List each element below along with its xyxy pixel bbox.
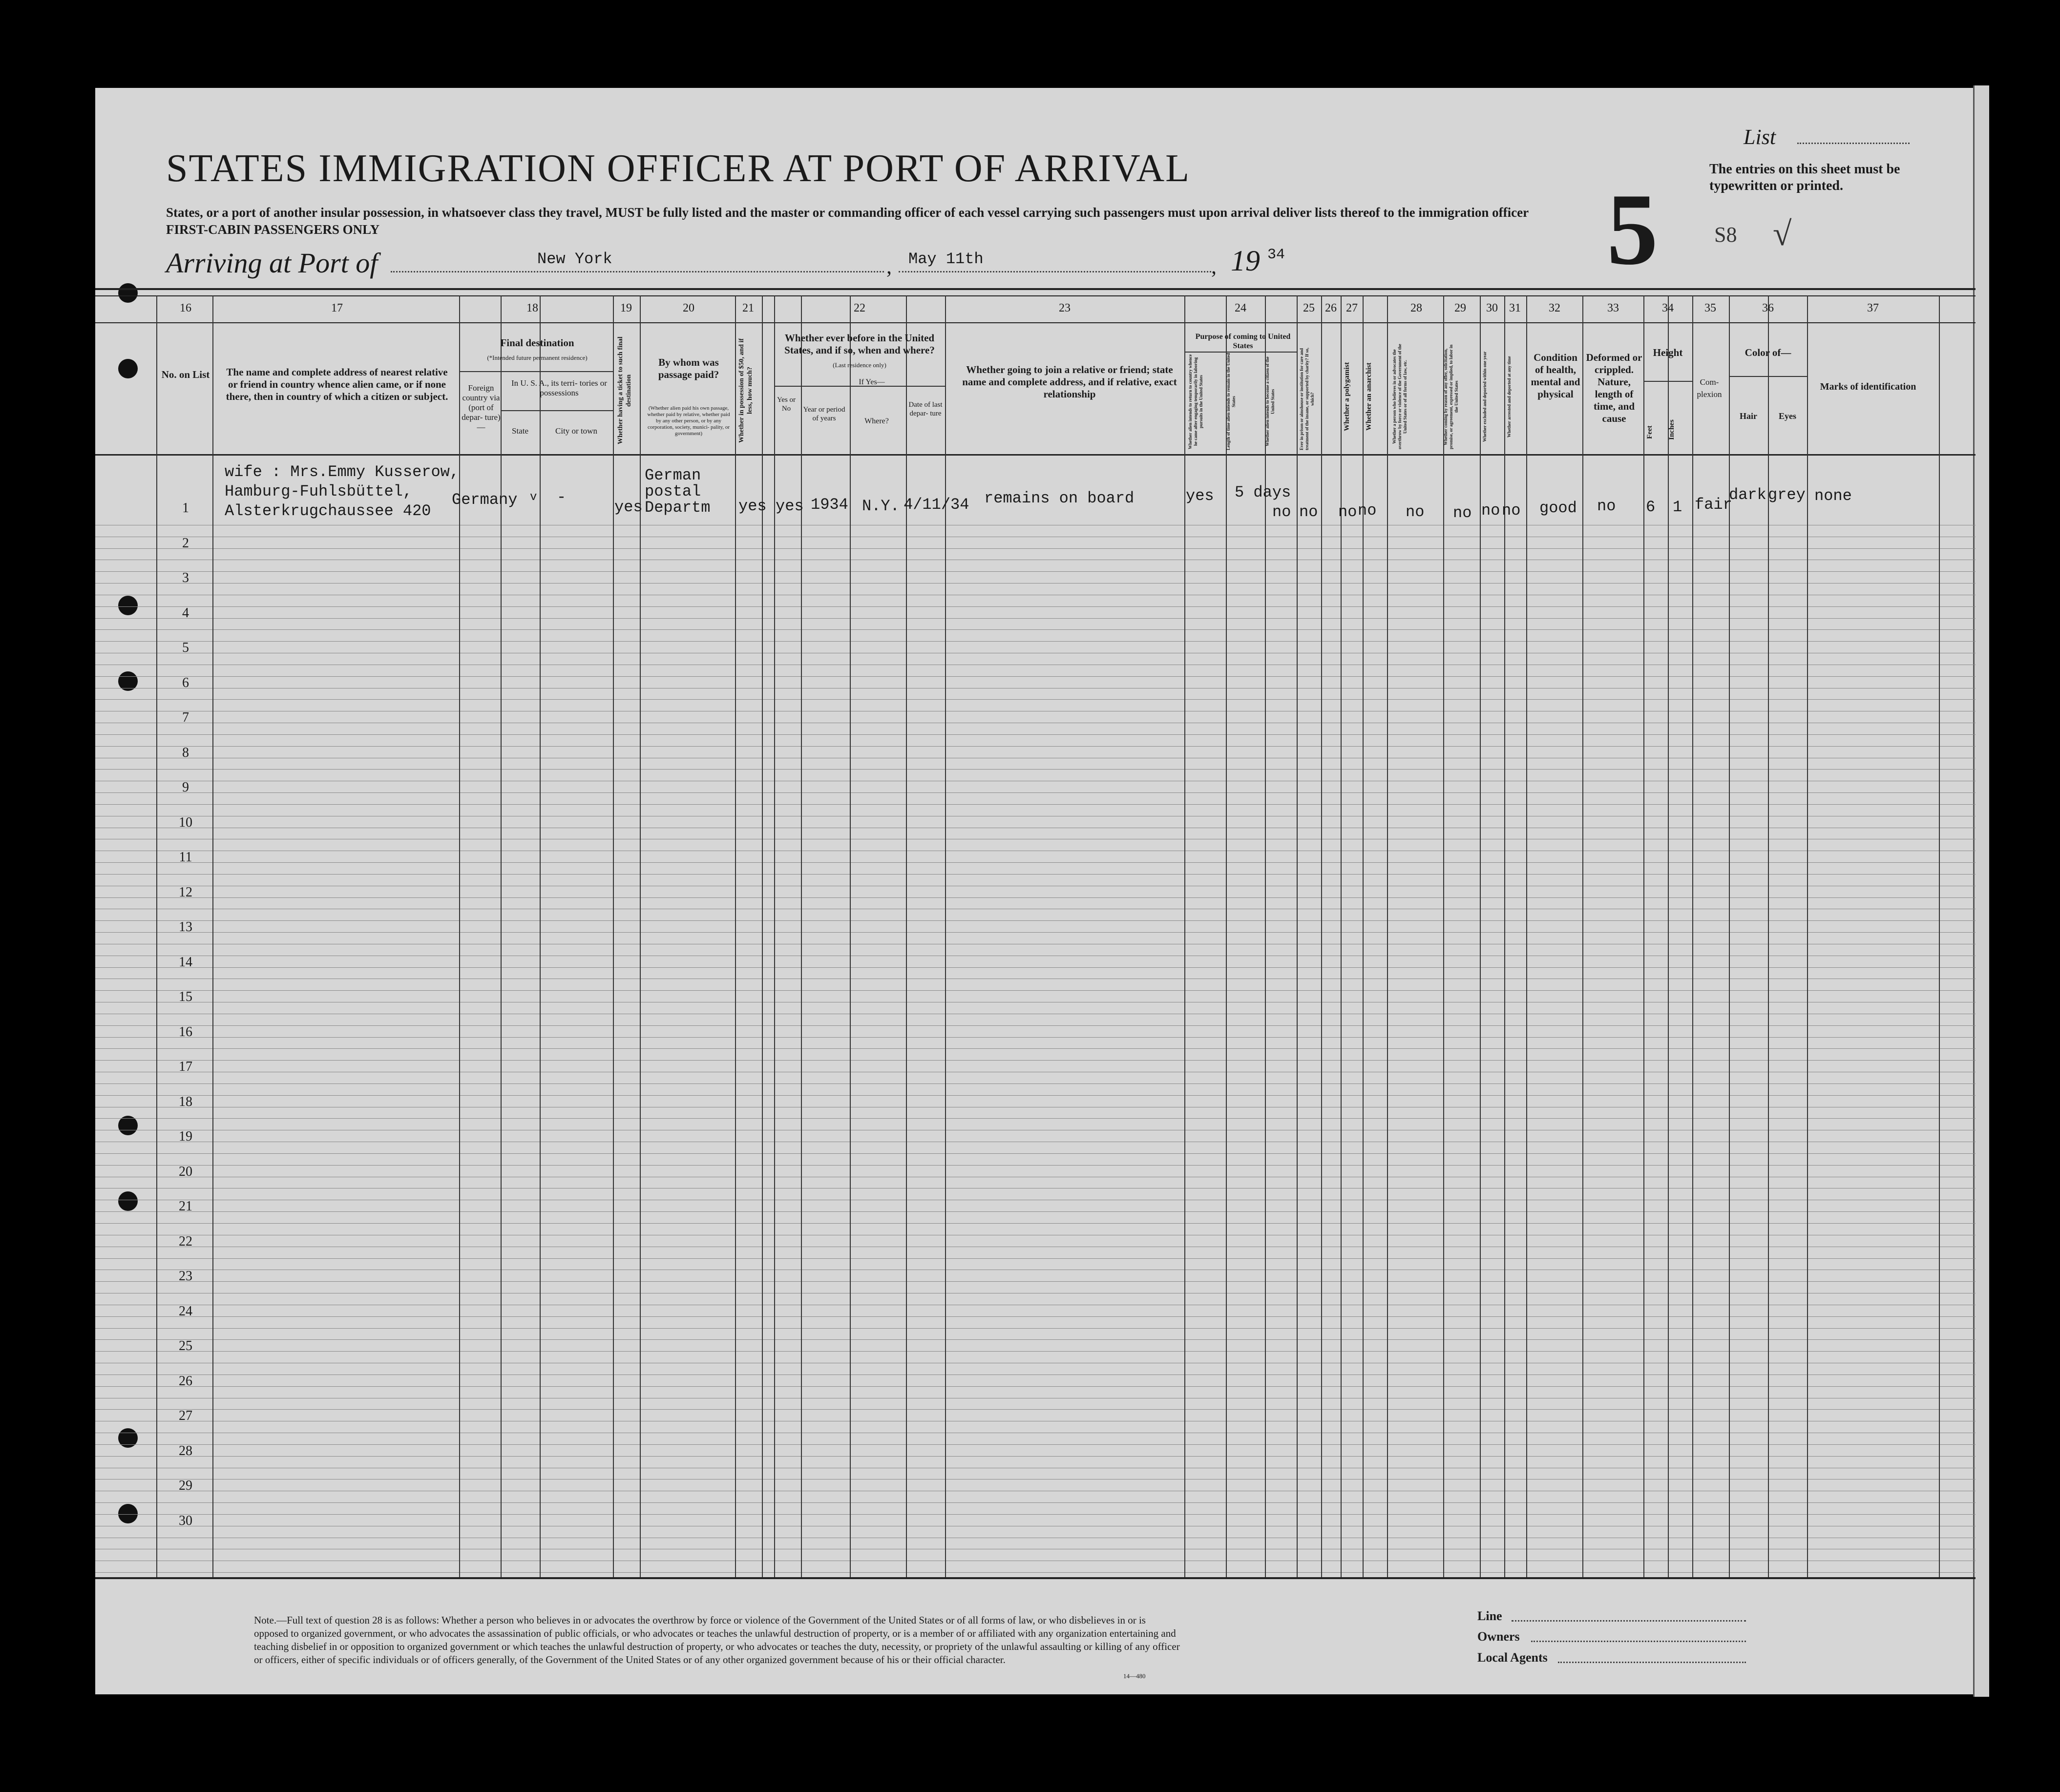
header-final-destination-sub: (*Intended future permanent residence) — [487, 354, 588, 361]
row-line — [95, 967, 1976, 968]
column-number: 31 — [1509, 302, 1521, 314]
entry-prison: no — [1299, 503, 1318, 521]
entry-fifty-dollars: yes — [738, 497, 767, 515]
row-line — [95, 1223, 1976, 1224]
entry-before-yesno: yes — [776, 497, 804, 515]
column-rule — [540, 295, 541, 1577]
row-line — [95, 1060, 1976, 1061]
row-number: 22 — [179, 1234, 192, 1249]
list-label: List — [1744, 125, 1776, 149]
header-state: State — [512, 426, 528, 436]
row-number: 16 — [179, 1024, 192, 1040]
entries-note: The entries on this sheet must be typewritten or printed. — [1709, 162, 1900, 193]
row-line — [95, 769, 1976, 770]
ss-mark: S8 — [1714, 223, 1737, 247]
header-year-period: Year or period of years — [803, 406, 845, 422]
entry-foreign-mark: v — [530, 491, 537, 504]
year-suffix: 34 — [1267, 247, 1285, 263]
row-line — [95, 734, 1976, 735]
arriving-label: Arriving at Port of — [166, 247, 378, 279]
row-number: 18 — [179, 1094, 192, 1109]
column-number: 19 — [620, 302, 632, 314]
row-number: 5 — [182, 640, 189, 655]
header-ever-before: Whether ever before in the United States, and if so, when and where? — [784, 332, 935, 356]
row-line — [95, 990, 1976, 991]
column-rule — [1387, 295, 1388, 1577]
row-number: 6 — [182, 675, 189, 690]
entry-marks: none — [1814, 487, 1852, 505]
row-line — [95, 1502, 1976, 1503]
row-line — [95, 1037, 1976, 1038]
entry-eyes: grey — [1768, 486, 1806, 504]
column-number: 17 — [331, 302, 343, 314]
column-rule — [1184, 295, 1185, 1577]
column-rule — [1643, 295, 1644, 1577]
header-hair: Hair — [1740, 411, 1757, 421]
row-line — [95, 932, 1976, 933]
manifest-sheet — [95, 88, 1976, 1694]
row-line — [95, 1386, 1976, 1387]
entry-before-where: N.Y. — [862, 497, 900, 515]
column-rule — [945, 295, 946, 1577]
punch-hole — [118, 596, 138, 615]
punch-hole — [118, 1116, 138, 1135]
row-line — [95, 804, 1976, 805]
table-top-rule-2 — [95, 295, 1976, 296]
row-number: 29 — [179, 1478, 192, 1493]
entry-purpose-citizen: no — [1272, 503, 1291, 521]
entry-hair: dark — [1729, 486, 1766, 504]
row-line — [95, 676, 1976, 677]
column-number: 28 — [1410, 302, 1422, 314]
check-mark: √ — [1773, 215, 1792, 253]
entry-paid-line3: Departm — [645, 499, 711, 517]
column-rule — [1321, 295, 1322, 1577]
row-line — [95, 897, 1976, 898]
entry-inches: 1 — [1673, 498, 1682, 516]
row-number: 20 — [179, 1164, 192, 1179]
header-city: City or town — [555, 426, 597, 436]
row-line — [95, 746, 1976, 747]
row-number: 12 — [179, 885, 192, 900]
column-rule — [1341, 295, 1342, 1577]
column-rule — [212, 295, 213, 1577]
entry-feet: 6 — [1646, 498, 1656, 516]
row-line — [95, 1258, 1976, 1259]
row-line — [95, 874, 1976, 875]
column-rule — [501, 295, 502, 1577]
punch-hole — [118, 1428, 138, 1448]
column-rule — [1504, 295, 1505, 1577]
entry-polygamist: no — [1338, 503, 1357, 521]
column-rule — [640, 295, 641, 1577]
year-prefix: 19 — [1231, 245, 1260, 277]
column-number: 33 — [1607, 302, 1619, 314]
row-line — [95, 1572, 1976, 1573]
subheader-rule — [459, 371, 613, 372]
row-line — [95, 1316, 1976, 1317]
column-number: 26 — [1325, 302, 1337, 314]
column-rule — [1443, 295, 1444, 1577]
header-height: Height — [1653, 347, 1683, 358]
punch-hole — [118, 359, 138, 378]
row-number: 25 — [179, 1338, 192, 1354]
row-line — [95, 1409, 1976, 1410]
row-line — [95, 1025, 1976, 1026]
entry-excluded: no — [1481, 501, 1500, 520]
row-line — [95, 862, 1976, 863]
header-eyes: Eyes — [1779, 411, 1796, 421]
row-line — [95, 618, 1976, 619]
table-bottom-rule — [95, 1577, 1976, 1579]
form-number: 14—480 — [1123, 1672, 1146, 1680]
row-number: 13 — [179, 919, 192, 935]
footer-owners-label: Owners — [1477, 1629, 1520, 1644]
table-top-rule — [95, 288, 1976, 290]
column-number: 35 — [1704, 302, 1716, 314]
header-deformed: Deformed or crippled. Nature, length of time, and cause — [1586, 352, 1642, 424]
footer-agents-label: Local Agents — [1477, 1650, 1548, 1665]
header-fifty-dollars: Whether in possession of $50, and if less, how much? — [738, 338, 754, 443]
row-number: 11 — [179, 850, 192, 865]
column-number: 16 — [180, 302, 191, 314]
row-line — [95, 1153, 1976, 1154]
row-number: 23 — [179, 1269, 192, 1284]
column-number: 24 — [1235, 302, 1246, 314]
subheader-rule — [501, 410, 613, 411]
row-line — [95, 606, 1976, 607]
entry-foreign-country: Germany — [452, 491, 518, 509]
column-rule — [1582, 295, 1583, 1577]
header-final-destination: Final destination — [500, 337, 574, 349]
row-line — [95, 792, 1976, 793]
header-prison: Ever in prison or almshouse or institution for care and treatment of the insane, or supported by charity? If so, which? — [1299, 348, 1315, 451]
row-line — [95, 1514, 1976, 1515]
header-complexion: Com- plexion — [1697, 377, 1722, 399]
header-if-yes: If Yes— — [859, 378, 885, 386]
row-number: 2 — [182, 536, 189, 551]
row-line — [95, 1444, 1976, 1445]
entry-relative-line3: Alsterkrugchaussee 420 — [225, 502, 431, 520]
entry-overthrow: no — [1406, 503, 1425, 521]
row-number: 30 — [179, 1513, 192, 1528]
header-ticket: Whether having a ticket to such final destination — [617, 336, 632, 445]
column-rule — [1226, 295, 1227, 1577]
column-number: 25 — [1303, 302, 1315, 314]
column-number: 29 — [1454, 302, 1466, 314]
row-line — [95, 1328, 1976, 1329]
entry-before-date: 4/11/34 — [904, 496, 969, 514]
entry-relative-line2: Hamburg-Fuhlsbüttel, — [225, 482, 413, 500]
row-number: 28 — [179, 1443, 192, 1459]
column-number: 36 — [1762, 302, 1774, 314]
header-in-usa: In U. S. A., its terri- tories or possessions — [511, 378, 607, 397]
entry-complexion: fair — [1695, 496, 1732, 514]
header-nearest-relative: The name and complete address of nearest relative or friend in country whence alien came, or if none there, then in country of which a citizen or subject. — [226, 366, 448, 402]
row-number: 7 — [182, 710, 189, 725]
row-line — [95, 571, 1976, 572]
row-number: 17 — [179, 1059, 192, 1074]
row-line — [95, 629, 1976, 630]
row-number: 14 — [179, 955, 192, 970]
header-purpose-return: Whether alien intends to return to country whence he came after engaging temporarily in laboring pursuits in the United States — [1188, 354, 1203, 449]
column-number: 34 — [1662, 302, 1674, 314]
separator-comma: , — [886, 254, 892, 278]
header-anarchist: Whether an anarchist — [1365, 362, 1373, 431]
list-number-line — [1797, 143, 1910, 144]
entry-before-year: 1934 — [811, 496, 848, 514]
form-class-note: FIRST-CABIN PASSENGERS ONLY — [166, 222, 380, 237]
punch-hole — [118, 283, 138, 303]
date-line — [899, 271, 1211, 272]
entry-city: - — [557, 488, 567, 506]
row-number: 9 — [182, 780, 189, 795]
header-ever-before-sub: (Last residence only) — [833, 361, 886, 369]
column-number: 21 — [742, 302, 754, 314]
column-number: 27 — [1346, 302, 1358, 314]
header-foreign-country: Foreign country via (port of depar- ture)— — [462, 383, 501, 432]
row-number: 15 — [179, 989, 192, 1004]
entry-health: good — [1539, 499, 1577, 517]
subheader-rule — [1643, 381, 1692, 382]
row-line — [95, 1339, 1976, 1340]
row-line — [95, 699, 1976, 700]
column-rule — [1526, 295, 1527, 1577]
column-number: 23 — [1059, 302, 1071, 314]
entry-paid-line1: German — [645, 466, 701, 484]
punch-hole — [118, 1504, 138, 1523]
header-marks: Marks of identification — [1820, 381, 1916, 392]
row-number: 10 — [179, 815, 192, 830]
row-line — [95, 1211, 1976, 1212]
subheader-rule — [1729, 376, 1807, 377]
row-line — [95, 1281, 1976, 1282]
header-purpose-length: Length of time alien intends to remain in the United States — [1226, 353, 1236, 451]
row-line — [95, 548, 1976, 549]
entry-arrested: no — [1502, 501, 1521, 520]
entry-anarchist: no — [1358, 501, 1377, 520]
column-rule — [850, 295, 851, 1577]
separator-comma: , — [1211, 254, 1217, 278]
column-number: 32 — [1549, 302, 1560, 314]
header-purpose: Purpose of coming to United States — [1195, 333, 1291, 350]
punch-hole — [118, 1191, 138, 1211]
entry-ticket: yes — [614, 498, 643, 516]
row-number: 26 — [179, 1374, 192, 1389]
footer-line-field — [1512, 1620, 1746, 1622]
row-number: 3 — [182, 570, 189, 585]
header-overthrow: Whether a person who believes in or advocates the overthrow by force or violence of the Government of the United States or of all forms of law, etc. — [1392, 344, 1408, 450]
column-rule — [613, 295, 614, 1577]
header-bottom-rule — [95, 454, 1976, 456]
footer-line-label: Line — [1477, 1609, 1502, 1623]
column-number: 30 — [1486, 302, 1498, 314]
column-rule — [735, 295, 736, 1577]
header-offer: Whether coming by reason of any offer, solicitation, promise, or agreement, expressed or implied, to labor in the United States — [1443, 344, 1459, 449]
entry-joining: remains on board — [984, 489, 1135, 507]
row-line — [95, 1048, 1976, 1049]
header-joining-relative: Whether going to join a relative or friend; state name and complete address, and if relative, exact relationship — [962, 364, 1177, 400]
column-rule — [1939, 295, 1940, 1577]
column-rule — [156, 295, 157, 1577]
column-rule — [774, 295, 775, 1577]
row-line — [95, 1351, 1976, 1352]
row-line — [95, 1118, 1976, 1119]
row-number: 8 — [182, 745, 189, 760]
row-line — [95, 1095, 1976, 1096]
row-line — [95, 920, 1976, 921]
header-inches: Inches — [1668, 419, 1676, 440]
column-rule — [906, 295, 907, 1577]
header-where: Where? — [864, 417, 889, 425]
entry-purpose-return: yes — [1186, 487, 1214, 505]
row-line — [95, 641, 1976, 642]
row-number: 1 — [182, 500, 189, 516]
header-purpose-citizen: Whether alien intends to become a citizen of the United States — [1265, 356, 1275, 447]
entry-offer: no — [1453, 504, 1472, 522]
form-subtitle: States, or a port of another insular possession, in whatsoever class they travel, MUST be fully listed and the master or commanding officer of each vessel carrying such passengers must upon arrival deliver lists thereof to the immigration officer — [166, 205, 1529, 220]
header-yes-no: Yes or No — [777, 396, 796, 413]
header-no-on-list: No. on List — [161, 369, 210, 380]
header-feet: Feet — [1646, 425, 1654, 439]
row-number: 21 — [179, 1199, 192, 1214]
row-number: 27 — [179, 1408, 192, 1423]
column-rule — [762, 295, 763, 1577]
row-number: 4 — [182, 605, 189, 621]
footer-agents-field — [1558, 1662, 1746, 1663]
column-rule — [801, 295, 802, 1577]
column-number: 18 — [526, 302, 538, 314]
header-passage-paid: By whom was passage paid? — [658, 356, 719, 380]
entry-deformed: no — [1597, 497, 1616, 515]
row-line — [95, 1456, 1976, 1457]
row-line — [95, 1165, 1976, 1166]
column-number: 20 — [683, 302, 694, 314]
column-number: 22 — [854, 302, 865, 314]
column-rule — [459, 295, 460, 1577]
column-number: 37 — [1867, 302, 1879, 314]
column-rule — [1692, 295, 1693, 1577]
header-color-of: Color of— — [1745, 347, 1791, 358]
column-rule — [1297, 295, 1298, 1577]
sheet-number: 5 — [1607, 173, 1658, 286]
header-health: Condition of health, mental and physical — [1531, 352, 1580, 400]
column-number-rule — [95, 322, 1976, 323]
column-rule — [1363, 295, 1364, 1577]
row-number: 24 — [179, 1304, 192, 1319]
port-value: New York — [537, 250, 612, 268]
question-28-note: Note.—Full text of question 28 is as follows: Whether a person who believes in or advocates the overthrow by force or violence of the Government of the United States or of all forms of law, or who disbelieves in or is opposed to organized government, or who advocates the assassination of public officials, or who advocates or teaches the unlawful destruction of property, or is a member of or affiliated with any organization entertaining and teaching disbelief in or opposition to organized government or which teaches the unlawful destruction of property, or who advocates or teaches the duty, necessity, or propriety of the unlawful assaulting or killing of any officer or officers, either of specific individuals or of officers generally, of the Government of the United States or of any other organized government because of his or their official character. — [254, 1614, 1180, 1666]
form-title: STATES IMMIGRATION OFFICER AT PORT OF ARRIVAL — [166, 147, 1190, 190]
entry-relative-line1: wife : Mrs.Emmy Kusserow, — [225, 463, 460, 481]
date-value: May 11th — [908, 250, 984, 268]
binding-strip — [1973, 85, 1989, 1697]
column-rule — [1807, 295, 1808, 1577]
column-rule — [1480, 295, 1481, 1577]
entry-paid-line2: postal — [645, 482, 701, 500]
port-line — [391, 271, 884, 272]
entry-purpose-length: 5 days — [1235, 483, 1291, 501]
header-excluded: Whether excluded and deported within one year — [1482, 351, 1487, 442]
header-arrested: Whether arrested and deported at any time — [1507, 356, 1512, 438]
header-date-last-departure: Date of last depar- ture — [908, 401, 943, 417]
row-number: 19 — [179, 1129, 192, 1144]
header-polygamist: Whether a polygamist — [1343, 362, 1351, 432]
header-passage-paid-sub: (Whether alien paid his own passage, whether paid by relative, whether paid by any other person, or by any corporation, society, munici- pality, or government) — [647, 405, 730, 437]
column-rule — [1668, 295, 1669, 1577]
footer-owners-field — [1531, 1641, 1746, 1642]
